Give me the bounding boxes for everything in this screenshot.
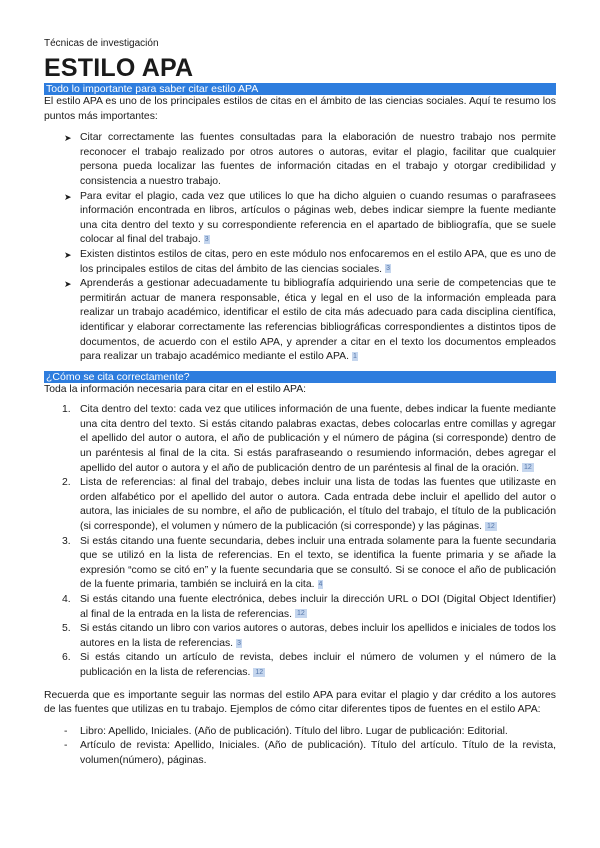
list-item: ➤ Existen distintos estilos de citas, pero en este módulo nos enfocaremos en el estilo APA, que es uno de los principales estilos de citas del ámbito de las ciencias sociales. 3: [64, 248, 556, 275]
arrow-bullet-icon: ➤: [64, 249, 72, 260]
list-item: 4. Si estás citando una fuente electrónica, debes incluir la dirección URL o DOI (Digital Object Identifier) al final de la entrada en la lista de referencias. 12: [62, 594, 556, 620]
list-item: - Artículo de revista: Apellido, Iniciales. (Año de publicación). Título del artículo. Título de la revista, volumen(número), páginas.: [64, 740, 556, 766]
list-item: 2. Lista de referencias: al final del trabajo, debes incluir una lista de todas las fuentes que utilizaste en orden alfabético por el apellido del autor o autora. Cada entrada debe incluir el apellido del autor o autora, las iniciales de su nombre, el año de publicación, el título del trabajo, el título de la publicación (si corresponde), el volumen y número de la publicación (si corresponde) y las páginas. 12: [62, 477, 556, 533]
section1-intro: El estilo APA es uno de los principales estilos de citas en el ámbito de las ciencias sociales. Aquí te resumo los puntos más importantes:: [44, 96, 556, 122]
dash-bullet-icon: -: [64, 725, 68, 737]
reference-tag[interactable]: 12: [486, 522, 495, 530]
list-item: 3. Si estás citando una fuente secundaria, debes incluir una entrada solamente para la fuente secundaria que se utilizó en la lista de referencias. En el texto, se identifica la fuente primaria y se añade la expresión “como se citó en” y la fuente secundaria que se consultó. Si se conoce el año de publicación de la fuente primaria, también se incluirá en la cita. 4: [62, 535, 556, 591]
arrow-bullet-icon: ➤: [64, 191, 72, 202]
item-number: 4.: [62, 594, 71, 605]
section-heading-citar: Todo lo importante para saber citar estilo APA: [44, 83, 556, 95]
list-item: ➤ Citar correctamente las fuentes consultadas para la elaboración de nuestro trabajo nos permite reconocer el trabajo realizado por otros autores o autoras, evitar el plagio, facilitar que cualquier persona pueda localizar las fuentes de información citadas en el trabajo y otorgar credibilidad y consistencia a nuestro trabajo.: [64, 132, 556, 187]
item-number: 1.: [62, 404, 71, 416]
steps-list: [44, 403, 556, 680]
dash-bullet-icon: -: [64, 740, 68, 752]
reference-tag[interactable]: 3: [204, 236, 209, 244]
item-number: 3.: [62, 535, 71, 547]
reference-tag[interactable]: 12: [255, 668, 264, 676]
key-points-list: [44, 131, 556, 365]
reference-tag[interactable]: 1: [352, 352, 357, 360]
list-item: ➤ Para evitar el plagio, cada vez que utilices lo que ha dicho alguien o cuando resumas o parafrasees información encontrada en libros, artículos o páginas web, debes indicar siempre la fuente mediante una cita dentro del texto y su correspondiente referencia en el apartado de bibliografía, que se suele colocar al final del trabajo. 3: [64, 190, 556, 246]
item-number: 5.: [62, 623, 71, 635]
item-number: 2.: [62, 477, 71, 489]
reference-tag[interactable]: 3: [237, 639, 241, 647]
closing-paragraph: Recuerda que es importante seguir las normas del estilo APA para evitar el plagio y dar crédito a los autores de las fuentes que utilizas en tu trabajo. Ejemplos de cómo citar diferentes tipos de fuentes en el estilo APA:: [44, 689, 556, 716]
section2-intro: Toda la información necesaria para citar en el estilo APA:: [44, 383, 307, 395]
examples-list: [44, 725, 556, 769]
item-number: 6.: [62, 652, 71, 664]
reference-tag[interactable]: 12: [296, 610, 305, 618]
list-item: 5. Si estás citando un libro con varios autores o autoras, debes incluir los apellidos e iniciales de todos los autores en la lista de referencias. 3: [62, 623, 556, 649]
arrow-bullet-icon: ➤: [64, 133, 72, 144]
page-title: ESTILO APA: [44, 54, 194, 82]
arrow-bullet-icon: ➤: [64, 279, 72, 290]
list-item: 6. Si estás citando un artículo de revista, debes incluir el número de volumen y el número de la publicación en la lista de referencias. 12: [62, 652, 556, 678]
reference-tag[interactable]: 3: [386, 265, 390, 273]
section-heading-como: ¿Cómo se cita correctamente?: [44, 371, 556, 383]
reference-tag[interactable]: 12: [524, 464, 532, 472]
list-item: ➤ Aprenderás a gestionar adecuadamente tu bibliografía adquiriendo una serie de competencias que te permitirán actuar de manera responsable, ética y legal en el uso de la información empleada para realizar un trabajo académico, identificar el estilo de cita más adecuado para cada disciplina científica, identificar y elaborar correctamente las referencias bibliográficas correspondientes a distintos tipos de documentos, de acuerdo con el estilo APA, y aprender a citar en el texto los documentos empleados para realizar un trabajo académico mediante el estilo APA. 1: [64, 278, 556, 363]
list-item: - Libro: Apellido, Iniciales. (Año de publicación). Título del libro. Lugar de publicación: Editorial.: [44, 725, 556, 740]
reference-tag[interactable]: 4: [318, 581, 323, 589]
list-item: 1. Cita dentro del texto: cada vez que utilices información de una fuente, debes indicar la fuente mediante una cita dentro del texto. Si estás citando palabras exactas, debes colocarlas entre comillas y agregar el apellido del autor o autora, el año de publicación y el número de página (si corresponde) dentro de un paréntesis al final de la cita. Si estás parafraseando o resumiendo información, debes agregar el apellido del autor o autora y el año de publicación dentro de un paréntesis al final de la oración. 12: [62, 404, 556, 474]
course-name: Técnicas de investigación: [44, 38, 159, 49]
